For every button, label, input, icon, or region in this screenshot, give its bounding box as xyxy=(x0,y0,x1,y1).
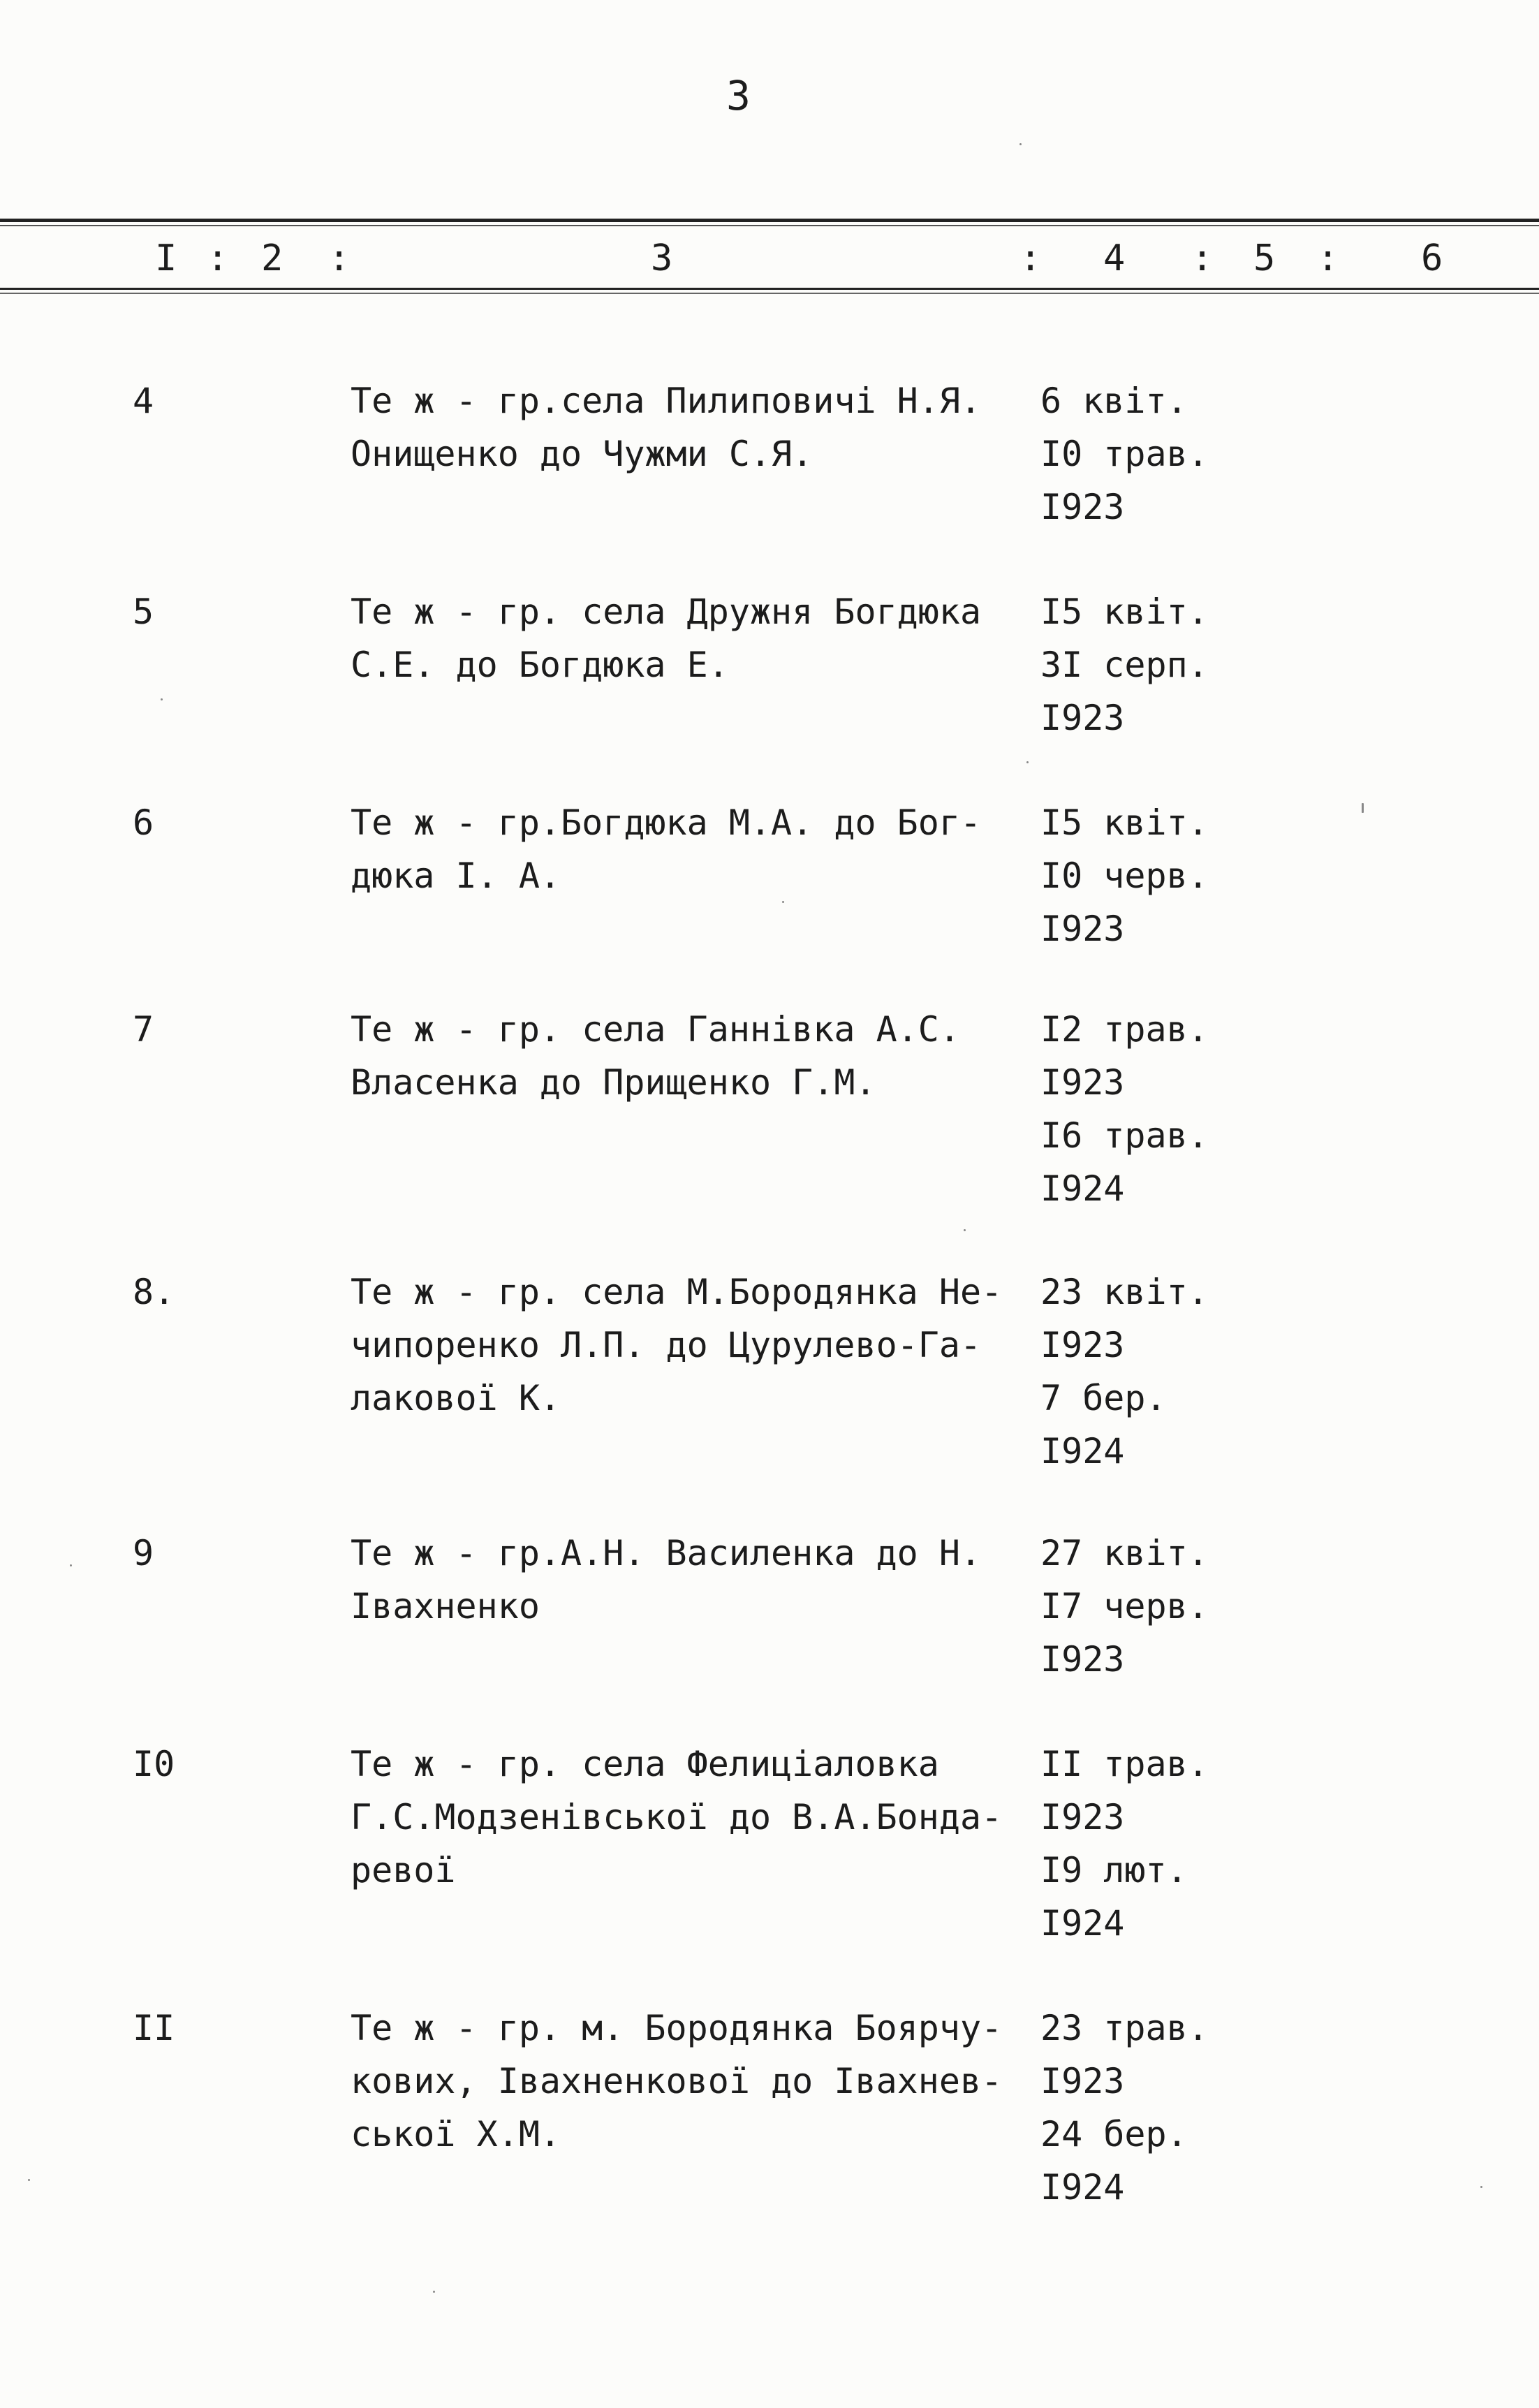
column-separator: : xyxy=(207,237,229,279)
entry-date-line: I0 трав. xyxy=(1040,434,1209,474)
entry-number: II xyxy=(133,2008,175,2048)
entry-date-line: I924 xyxy=(1040,1168,1125,1209)
entry-number: 8. xyxy=(133,1272,175,1312)
entry-description-line: Те ж - гр. м. Бородянка Боярчу- xyxy=(351,2008,1003,2048)
entry-dates xyxy=(1040,1527,1236,1686)
column-header-3: 3 xyxy=(651,237,673,279)
entry-description xyxy=(351,1003,1021,1109)
entry-date-line: I924 xyxy=(1040,2167,1125,2208)
entry-date-line: I923 xyxy=(1040,1797,1125,1837)
scan-speck xyxy=(433,2291,435,2293)
entry-date-line: I2 трав. xyxy=(1040,1009,1209,1050)
scan-speck xyxy=(1362,803,1364,813)
entry-description-line: Те ж - гр.Богдюка М.А. до Бог- xyxy=(351,802,982,843)
column-header-5: 5 xyxy=(1253,237,1276,279)
entry-description xyxy=(351,1265,1021,1425)
entry-number: 9 xyxy=(133,1533,154,1573)
entry-date-line: I923 xyxy=(1040,1062,1125,1103)
entry-description-line: Онищенко до Чужми С.Я. xyxy=(351,434,813,474)
entry-date-line: I923 xyxy=(1040,487,1125,527)
entry-description-line: Те ж - гр. села М.Бородянка Не- xyxy=(351,1272,1003,1312)
entry-date-line: I7 черв. xyxy=(1040,1586,1209,1627)
scan-speck xyxy=(782,901,784,903)
column-header-6: 6 xyxy=(1421,237,1443,279)
entry-description xyxy=(351,374,1021,480)
entry-date-line: 7 бер. xyxy=(1040,1378,1167,1418)
entry-number: I0 xyxy=(133,1744,175,1784)
scan-speck xyxy=(1019,143,1022,145)
entry-dates xyxy=(1040,1738,1236,1950)
entry-date-line: I923 xyxy=(1040,1639,1125,1680)
page-number: 3 xyxy=(726,72,751,119)
scan-speck xyxy=(70,1564,72,1566)
entry-date-line: I923 xyxy=(1040,2061,1125,2101)
entry-date-line: 3I серп. xyxy=(1040,645,1209,685)
entry-date-line: 23 квіт. xyxy=(1040,1272,1209,1312)
entry-description-line: Г.С.Модзенівської до В.А.Бонда- xyxy=(351,1797,1003,1837)
scan-speck xyxy=(1480,2186,1482,2188)
entry-number: 6 xyxy=(133,802,154,843)
scan-speck xyxy=(161,698,163,700)
entry-description-line: Те ж - гр.села Пилипoвичі Н.Я. xyxy=(351,381,982,421)
entry-description-line: Івахненко xyxy=(351,1586,540,1627)
entry-date-line: I923 xyxy=(1040,698,1125,738)
entry-date-line: I0 черв. xyxy=(1040,856,1209,896)
entry-date-line: I6 трав. xyxy=(1040,1115,1209,1156)
entry-description-line: С.Е. до Богдюка Е. xyxy=(351,645,729,685)
entry-date-line: I5 квіт. xyxy=(1040,592,1209,632)
column-separator: : xyxy=(1191,237,1214,279)
header-bottom-rule-second xyxy=(0,293,1539,294)
entry-description-line: Те ж - гр. села Ганнівка А.С. xyxy=(351,1009,960,1050)
entry-date-line: 23 трав. xyxy=(1040,2008,1209,2048)
entry-description-line: дюка І. А. xyxy=(351,856,561,896)
entry-date-line: I924 xyxy=(1040,1431,1125,1471)
header-top-rule-second xyxy=(0,225,1539,226)
scan-speck xyxy=(1026,761,1029,763)
entry-date-line: I923 xyxy=(1040,909,1125,949)
entry-description-line: Те ж - гр. села Дружня Богдюка xyxy=(351,592,982,632)
entry-description-line: ревої xyxy=(351,1850,456,1891)
entry-number: 4 xyxy=(133,381,154,421)
entry-description-line: Те ж - гр.А.Н. Василенка до Н. xyxy=(351,1533,982,1573)
entry-date-line: I923 xyxy=(1040,1325,1125,1365)
entry-number: 5 xyxy=(133,592,154,632)
column-separator: : xyxy=(328,237,351,279)
entry-date-line: 27 квіт. xyxy=(1040,1533,1209,1573)
scan-speck xyxy=(28,2179,30,2181)
entry-date-line: I9 лют. xyxy=(1040,1850,1188,1891)
entry-description xyxy=(351,1527,1021,1633)
entry-description xyxy=(351,2002,1021,2161)
entry-description-line: Власенка до Прищенко Г.М. xyxy=(351,1062,876,1103)
header-bottom-rule xyxy=(0,288,1539,290)
column-separator: : xyxy=(1317,237,1339,279)
entry-date-line: I924 xyxy=(1040,1903,1125,1944)
entry-description-line: лакової К. xyxy=(351,1378,561,1418)
entry-dates xyxy=(1040,1003,1236,1215)
entry-date-line: 6 квіт. xyxy=(1040,381,1188,421)
entry-description-line: кових, Івахненкової до Івахнев- xyxy=(351,2061,1003,2101)
entry-description xyxy=(351,1738,1021,1897)
entry-dates xyxy=(1040,1265,1236,1478)
column-header-4: 4 xyxy=(1103,237,1126,279)
entry-dates xyxy=(1040,585,1236,744)
entry-description-line: Те ж - гр. села Фелиціаловка xyxy=(351,1744,939,1784)
column-header-2: 2 xyxy=(261,237,284,279)
entry-description xyxy=(351,585,1021,691)
entry-dates xyxy=(1040,374,1236,534)
entry-date-line: 24 бер. xyxy=(1040,2114,1188,2154)
header-top-rule xyxy=(0,219,1539,222)
entry-date-line: II трав. xyxy=(1040,1744,1209,1784)
entry-number: 7 xyxy=(133,1009,154,1050)
entry-description xyxy=(351,796,1021,902)
entry-description-line: чипоренко Л.П. до Цурулево-Га- xyxy=(351,1325,982,1365)
entry-description-line: ської Х.М. xyxy=(351,2114,561,2154)
column-separator: : xyxy=(1019,237,1042,279)
entry-dates xyxy=(1040,2002,1236,2214)
entry-dates xyxy=(1040,796,1236,955)
scan-speck xyxy=(964,1229,966,1231)
entry-date-line: I5 квіт. xyxy=(1040,802,1209,843)
column-header-1: I xyxy=(155,237,177,279)
